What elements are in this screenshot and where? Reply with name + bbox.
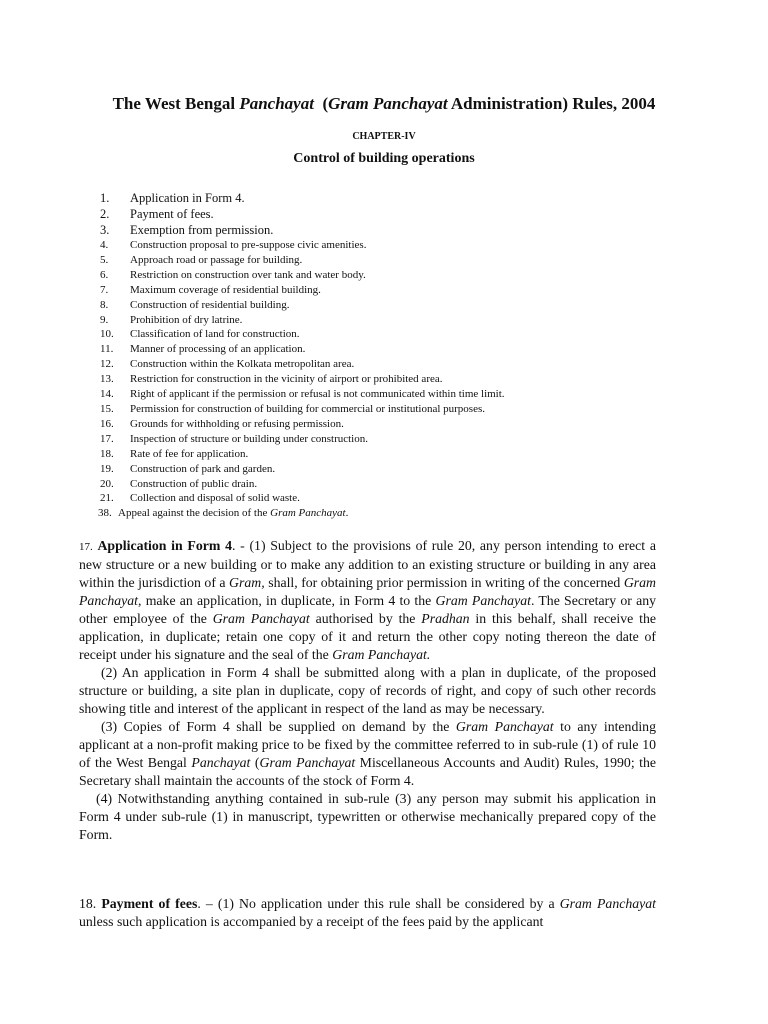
toc-item: 1. Application in Form 4. [100,191,245,205]
section-17-para-2: (2) An application in Form 4 shall be submitted along with a plan in duplicate, of the proposed structure or building, a site plan in duplicate, copy of records of right, and copy of such other records showing title and interest of the applicant in respect of the land as may be necessary. [79,665,656,716]
section-heading: Application in Form 4 [97,538,232,553]
toc-item: 15. Permission for construction of building for commercial or institutional purposes. [100,402,485,415]
toc-item: 4. Construction proposal to pre-suppose civic amenities. [100,239,367,251]
toc-item: 11. Manner of processing of an application. [100,343,306,356]
section-17 [79,537,656,844]
toc-item: 9. Prohibition of dry latrine. [100,313,243,326]
table-of-contents [100,190,505,521]
toc-item: 6. Restriction on construction over tank and water body. [100,268,366,281]
title-italic-panchayat: Panchayat [239,94,314,113]
section-17-para-3: (3) Copies of Form 4 shall be supplied on demand by the Gram Panchayat to any intending applicant at a non-profit making price to be fixed by the committee referred to in sub-rule (1) of rule 10 of the West Bengal Panchayat (Gram Panchayat Miscellaneous Accounts and Audit) Rules, 1990; the Secretary shall maintain the accounts of the stock of Form 4. [79,719,656,788]
toc-item: 21. Collection and disposal of solid waste. [100,492,300,505]
toc-item-last: 38. Appeal against the decision of the Gram Panchayat. [98,507,349,520]
toc-item: 7. Maximum coverage of residential building. [100,283,321,296]
title-text: The West Bengal [112,94,240,113]
toc-item: 8. Construction of residential building. [100,298,290,311]
chapter-subtitle: Control of building operations [293,151,475,166]
toc-item: 5. Approach road or passage for building. [100,253,303,266]
toc-item: 12. Construction within the Kolkata metropolitan area. [100,358,355,371]
section-17-para-4: (4) Notwithstanding anything contained in sub-rule (3) any person may submit his application in Form 4 under sub-rule (1) in manuscript, typewritten or otherwise mechanically prepared copy of the Form. [79,791,656,842]
section-number: 18. [79,896,97,911]
section-heading: Payment of fees [101,896,198,911]
section-number: 17. [79,541,93,553]
document-title [0,94,768,114]
toc-item: 13. Restriction for construction in the vicinity of airport or prohibited area. [100,373,443,386]
toc-item: 3. Exemption from permission. [100,223,274,237]
section-17-para-1: 17. Application in Form 4. - (1) Subject to the provisions of rule 20, any person intending to erect a new structure or a new building or to make any addition to an existing structure or building in any area within the jurisdiction of a Gram, shall, for obtaining prior permission in writing of the concerned Gram Panchayat, make an application, in duplicate, in Form 4 to the Gram Panchayat. The Secretary or any other employee of the Gram Panchayat authorised by the Pradhan in this behalf, shall receive the application, in duplicate; retain one copy of it and return the other copy noting thereon the date of receipt under his signature and the seal of the Gram Panchayat. [79,538,657,662]
toc-item: 20. Construction of public drain. [100,477,258,490]
toc-item: 17. Inspection of structure or building under construction. [100,432,368,445]
section-18-para-1: 18. Payment of fees. – (1) No application under this rule shall be considered by a Gram Panchayat unless such application is accompanied by a receipt of the fees paid by the applicant [79,896,656,929]
toc-item: 16. Grounds for withholding or refusing permission. [100,417,344,430]
toc-item: 10. Classification of land for construction. [100,328,300,341]
section-18 [79,895,656,931]
toc-item: 14. Right of applicant if the permission or refusal is not communicated within time limit. [100,388,505,401]
title-text-mid: ( [313,94,329,113]
toc-item: 18. Rate of fee for application. [100,447,249,460]
title-text-suffix: Administration) Rules, 2004 [447,94,656,113]
title-italic-gram-panchayat: Gram Panchayat [328,94,448,113]
toc-item: 2. Payment of fees. [100,207,214,221]
chapter-heading: CHAPTER-IV [352,131,416,142]
toc-item: 19. Construction of park and garden. [100,462,276,475]
